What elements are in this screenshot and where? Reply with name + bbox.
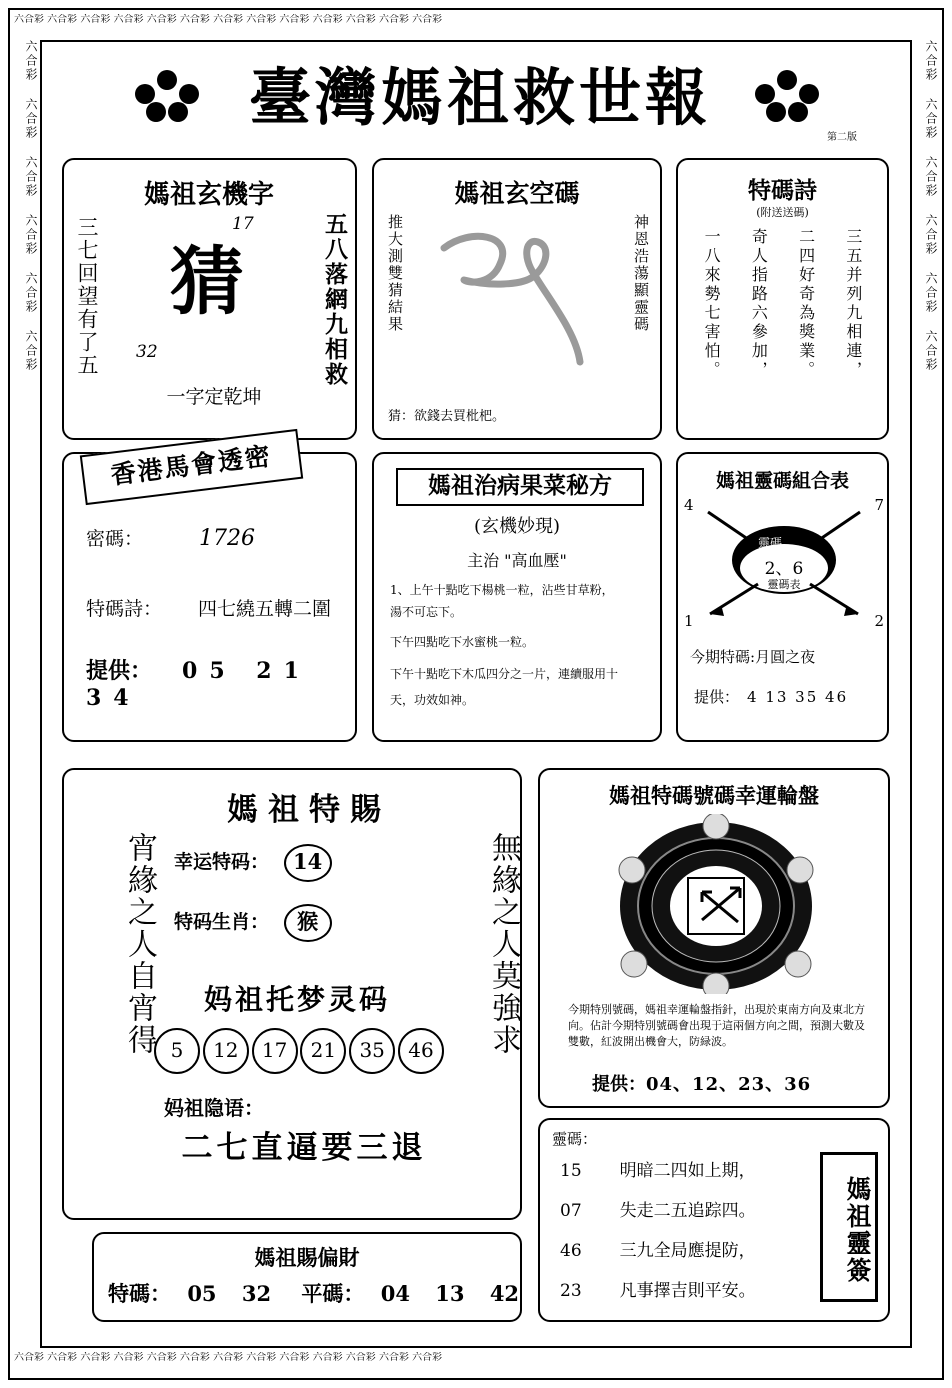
border-strip-bottom: 六合彩 六合彩 六合彩 六合彩 六合彩 六合彩 六合彩 六合彩 六合彩 六合彩 六合彩 六合彩 六合彩 [14,1352,443,1363]
combination-center-top: 靈碼 [758,536,783,550]
lingma-item [560,1276,756,1301]
remedy-line: 湯不可忘下。 [390,605,463,619]
gift-zodiac-label: 特码生肖： [174,911,270,933]
xuankongma-footer: 猜：欲錢去買枇杷。 [388,409,506,424]
combination-provide-row [694,686,848,707]
lingma-number: 15 [560,1161,582,1181]
combination-corner-tr: 7 [874,496,884,514]
hkjc-provide-label: 提供： [86,658,153,684]
gift-calligraphy-left: 宵緣之人自宵得 [122,832,157,1056]
hkjc-poem-row [86,594,331,621]
gift-title: 媽祖特賜 [227,792,391,828]
gift-ball: 5 [154,1028,200,1074]
xuankongma-right-verse: 神恩浩蕩顯靈碼 [632,214,650,333]
border-strip-top: 六合彩 六合彩 六合彩 六合彩 六合彩 六合彩 六合彩 六合彩 六合彩 六合彩 六合彩 六合彩 六合彩 [14,14,443,25]
panel-xuankongma [372,158,662,440]
combination-title: 媽祖靈碼組合表 [715,470,849,492]
temashi-line: 奇人指路六參加， [749,228,769,380]
panel-xuanjizi [62,158,357,440]
combination-corner-br: 2 [874,612,884,630]
lingma-seal: 媽祖靈簽 [820,1152,878,1302]
combination-diagram [684,498,884,628]
lingma-number: 46 [560,1241,582,1261]
combination-today-label: 今期特碼: [690,648,756,666]
remedy-subtitle: (玄機妙現) [473,516,561,537]
wheel-provide-numbers: 04、12、23、36 [646,1074,812,1095]
border-strip-left: 六合彩 六合彩 六合彩 六合彩 六合彩 六合彩 [24,40,38,372]
side-fortune-flat-number: 42 [489,1281,520,1306]
combination-center-label: 靈碼表 [767,578,801,591]
panel-code-combination [676,452,889,742]
side-fortune-special-label: 特碼： [108,1281,171,1306]
hkjc-poem-label: 特碼詩： [86,598,163,620]
gift-dream-title: 妈祖托梦灵码 [203,983,390,1016]
side-fortune-special-number: 05 [187,1281,217,1306]
remedy-title: 媽祖治病果菜秘方 [396,468,644,506]
gift-ball: 17 [252,1028,298,1074]
lingma-text: 明暗二四如上期， [619,1161,756,1181]
wheel-description: 今期特別號碼，媽祖幸運輪盤指針，出現於東南方向及東北方向。佔計今期特別號碼會出現于這兩個方向之間，預測大數及雙數，紅波開出機會大，防緑波。 [568,1003,865,1048]
combination-today-value: 月圓之夜 [755,648,816,666]
side-fortune-flat-number: 04 [380,1281,410,1306]
combination-provide-label: 提供： [694,688,740,706]
side-fortune-flat-number: 13 [435,1281,465,1306]
flower-ornament-right-icon [755,70,821,126]
gift-zodiac-row [174,904,332,942]
masthead [55,52,897,144]
hkjc-password-label: 密碼： [86,528,144,550]
xuanjizi-left-verse: 三七回望有了五 [75,216,99,377]
panel-side-fortune [92,1232,522,1322]
xuanjizi-subtitle: 一字定乾坤 [166,386,262,408]
side-fortune-special-number: 32 [241,1281,272,1306]
roulette-wheel-icon [616,814,816,994]
remedy-line: 天，功效如神。 [390,693,475,707]
temashi-line: 一八來勢七害怕。 [702,228,722,380]
gift-zodiac-value: 猴 [284,904,332,942]
gift-ball: 35 [349,1028,395,1074]
xuanjizi-number-top: 17 [232,214,254,234]
panel-mazu-gift [62,768,522,1220]
xuankongma-title: 媽祖玄空碼 [454,179,580,208]
page-title: 臺灣媽祖救世報 [248,61,711,134]
panel-lucky-wheel [538,768,890,1108]
gift-ball-list [154,1028,444,1074]
lingma-text: 凡事擇吉則平安。 [619,1281,756,1301]
hkjc-provide-numbers: 05 21 34 [86,658,311,711]
gift-ball: 12 [203,1028,249,1074]
gift-lucky-row [174,844,332,882]
lingma-text: 三九全局應提防， [619,1241,756,1261]
gift-hint-label: 妈祖隐语： [164,1096,264,1120]
xuanjizi-title: 媽祖玄機字 [143,180,274,210]
combination-today-row [690,646,815,667]
gift-hint-text: 二七直逼要三退 [181,1130,427,1166]
wheel-title: 媽祖特碼號碼幸運輪盤 [609,783,819,808]
gift-ball: 21 [300,1028,346,1074]
panel-hkjc-secret [62,441,357,742]
hkjc-password-value: 1726 [199,526,256,551]
border-strip-right: 六合彩 六合彩 六合彩 六合彩 六合彩 六合彩 [924,40,938,372]
panel-remedy [372,452,662,742]
lingma-item [560,1156,756,1181]
xuanjizi-big-character: 猜 [170,239,244,325]
temashi-subtitle: (附送送碼) [756,206,809,219]
remedy-line: 下午四點吃下水蜜桃一粒。 [390,635,535,649]
wheel-provide-row [592,1070,811,1096]
remedy-line: 下午十點吃下木瓜四分之一片，連續服用十 [390,667,619,681]
hkjc-poem-value: 四七繞五轉二圍 [198,598,332,620]
hkjc-provide-row [86,654,355,711]
panel-temashi [676,158,889,440]
combination-provide-numbers: 4 13 35 46 [747,688,849,706]
temashi-line: 二四好奇為獎業。 [796,228,816,380]
gift-calligraphy-right: 無緣之人莫強求 [486,832,521,1056]
temashi-poem [688,228,877,418]
lingma-item [560,1196,756,1221]
temashi-title: 特碼詩 [748,177,817,204]
hkjc-password-row [86,524,255,551]
side-fortune-title: 媽祖賜偏財 [254,1245,360,1270]
xuanjizi-number-bottom: 32 [136,342,158,362]
lingma-number: 23 [560,1281,582,1301]
xuanjizi-right-verse: 五八落網九相救 [321,212,348,387]
wheel-provide-label: 提供： [592,1074,646,1095]
xuankongma-left-verse: 推大測雙猜結果 [386,214,404,333]
xuankongma-handwritten-number [430,222,610,372]
combination-corner-bl: 1 [684,612,694,630]
combination-corner-tl: 4 [684,496,694,514]
flower-ornament-left-icon [135,70,201,126]
gift-lucky-label: 幸运特码： [174,851,270,873]
lingma-item [560,1236,756,1261]
gift-lucky-value: 14 [284,844,332,882]
temashi-line: 三五并列九相連， [843,228,863,380]
gift-ball: 46 [398,1028,444,1074]
combination-center-numbers: 2、6 [764,559,804,579]
lingma-text: 失走二五追踪四。 [619,1201,756,1221]
side-fortune-flat-label: 平碼： [301,1281,365,1306]
remedy-line: 1、上午十點吃下楊桃一粒，沾些甘草粉， [390,583,614,597]
panel-lingma-list [538,1118,890,1322]
hkjc-stamp: 香港馬會透密 [80,429,303,505]
edition-label: 第二版 [827,132,857,143]
lingma-number: 07 [560,1201,582,1221]
remedy-target: 主治 "高血壓" [467,551,567,570]
side-fortune-row [108,1278,528,1308]
lingma-label: 靈碼： [552,1130,598,1148]
